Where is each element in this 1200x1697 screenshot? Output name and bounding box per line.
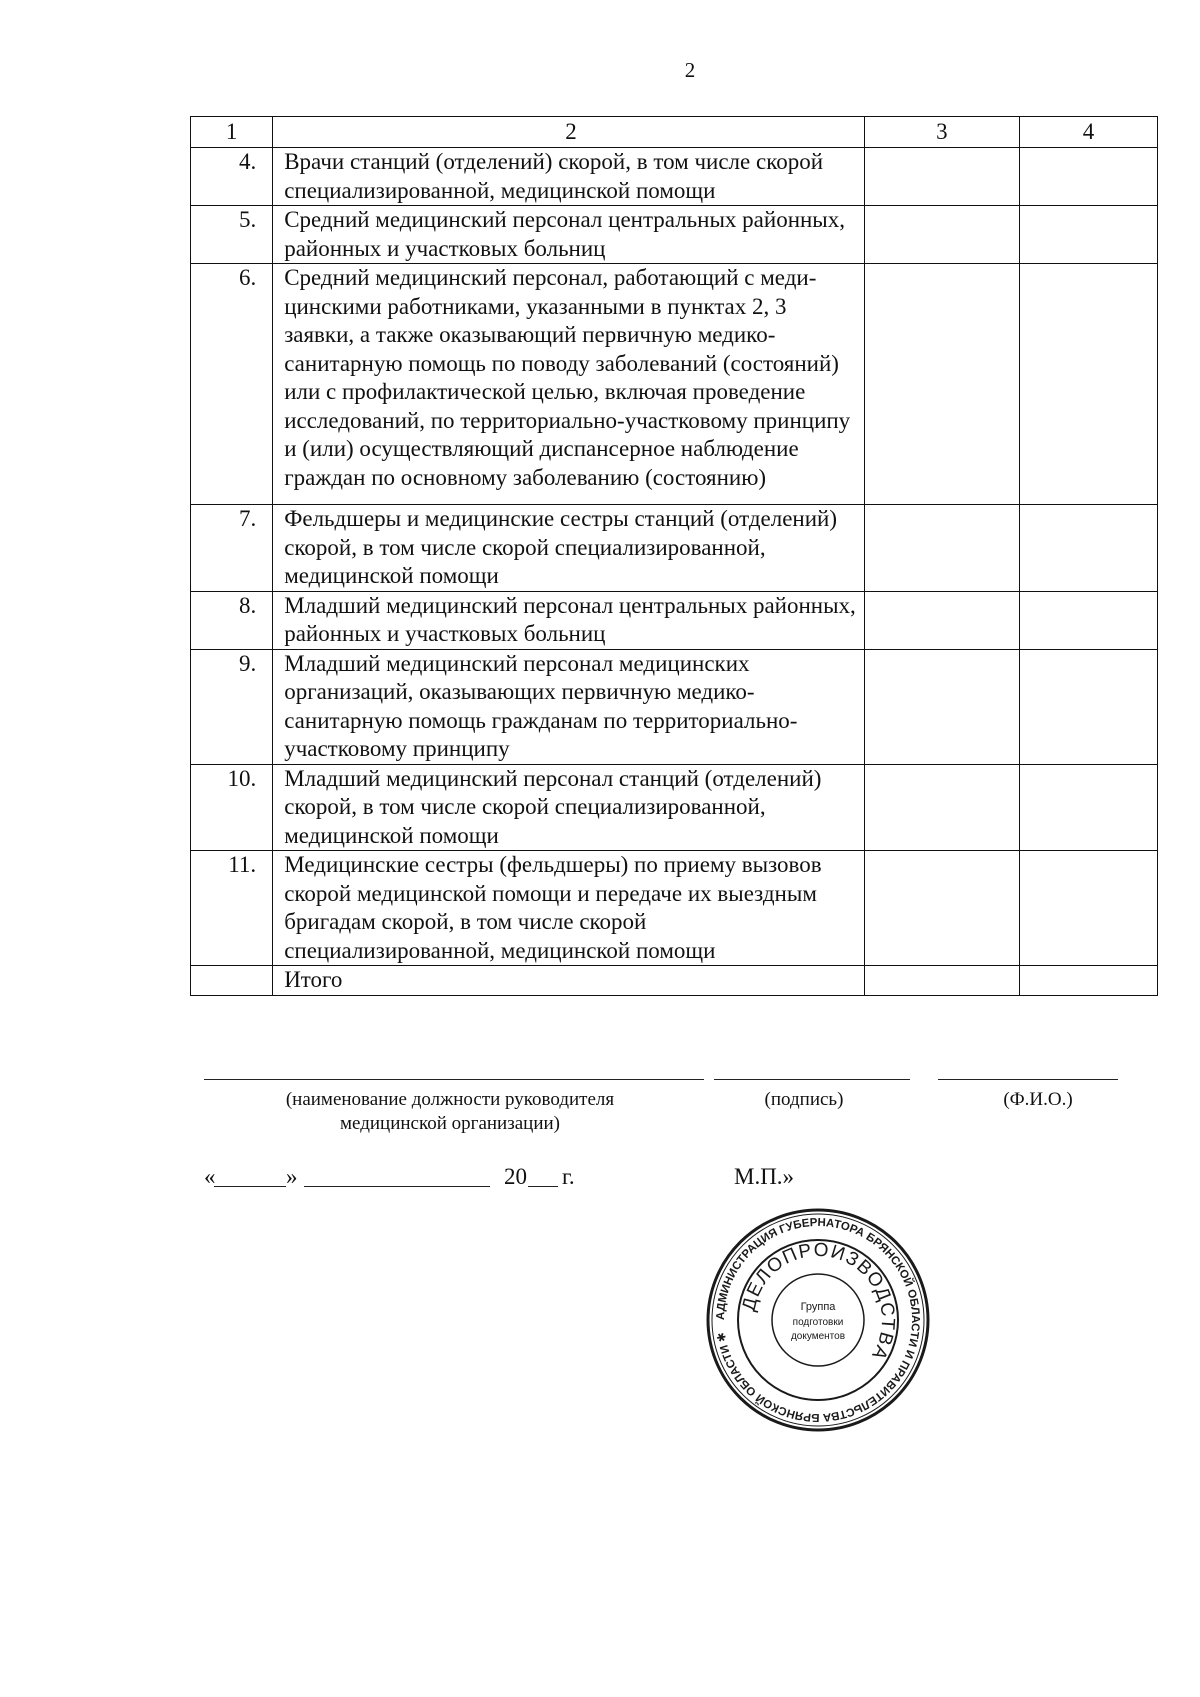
row-col-3 [864, 591, 1019, 649]
row-col-4 [1019, 764, 1157, 851]
year-blank [528, 1164, 558, 1193]
row-col-3 [864, 764, 1019, 851]
position-signature-line [204, 1079, 704, 1080]
row-col-3 [864, 148, 1019, 206]
row-col-3 [864, 966, 1019, 996]
stamp-outer-text-path: АДМИНИСТРАЦИЯ ГУБЕРНАТОРА БРЯНСКОЙ ОБЛАСТИ И ПРАВИТЕЛЬСТВА БРЯНСКОЙ ОБЛАСТИ ✱ [714, 1216, 922, 1424]
month-blank [304, 1164, 490, 1193]
row-description: Медицинские сестры (фельдшеры) по приему вызовов скорой медицинской помощи и передаче их выездным бригадам скорой, в том числе скорой специализированной, медицинской помощи [273, 851, 865, 966]
row-description: Средний медицинский персонал центральных районных, районных и участковых больниц [273, 206, 865, 264]
year-prefix: 20 [504, 1164, 527, 1189]
row-description: Итого [273, 966, 865, 996]
header-col-4: 4 [1019, 117, 1157, 148]
table-row [191, 851, 1158, 966]
row-col-3 [864, 851, 1019, 966]
header-col-3: 3 [864, 117, 1019, 148]
row-number: 7. [191, 505, 273, 592]
row-col-4 [1019, 591, 1157, 649]
row-number: 8. [191, 591, 273, 649]
row-number: 9. [191, 649, 273, 764]
row-col-4 [1019, 649, 1157, 764]
table-row [191, 966, 1158, 996]
year-suffix: г. [562, 1164, 575, 1189]
header-col-1: 1 [191, 117, 273, 148]
row-description: Младший медицинский персонал центральных районных, районных и участковых больниц [273, 591, 865, 649]
table-row [191, 649, 1158, 764]
page-number: 2 [684, 58, 696, 82]
row-description: Фельдшеры и медицинские сестры станций (отделений) скорой, в том числе скорой специализированной, медицинской помощи [273, 505, 865, 592]
signature-line [714, 1079, 910, 1080]
row-number: 4. [191, 148, 273, 206]
row-col-4 [1019, 148, 1157, 206]
table-header-row [191, 117, 1158, 148]
stamp-center-line-1: Группа [800, 1301, 836, 1313]
table-row [191, 591, 1158, 649]
staff-table [190, 116, 1158, 996]
table-row [191, 148, 1158, 206]
row-description: Младший медицинский персонал медицинских организаций, оказывающих первичную медико-санитарную помощь гражданам по территориально-участковому принципу [273, 649, 865, 764]
table-row [191, 264, 1158, 505]
date-open-quote: « [204, 1164, 216, 1189]
stamp-center-line-2: подготовки [792, 1317, 844, 1328]
signature-caption: (подпись) [764, 1089, 844, 1110]
row-col-4 [1019, 505, 1157, 592]
position-caption: (наименование должности руководителя медицинской организации) [285, 1089, 615, 1134]
row-col-4 [1019, 206, 1157, 264]
row-col-3 [864, 206, 1019, 264]
stamp-ring-text-path: ДЕЛОПРОИЗВОДСТВА [738, 1239, 899, 1365]
table-row [191, 764, 1158, 851]
table-row [191, 206, 1158, 264]
stamp-center-line-3: документов [790, 1331, 846, 1342]
row-col-4 [1019, 851, 1157, 966]
name-caption: (Ф.И.О.) [1003, 1089, 1073, 1110]
row-description: Врачи станций (отделений) скорой, в том числе скорой специализированной, медицинской помощи [273, 148, 865, 206]
table-row [191, 505, 1158, 592]
row-description: Младший медицинский персонал станций (отделений) скорой, в том числе скорой специализированной, медицинской помощи [273, 764, 865, 851]
row-col-3 [864, 649, 1019, 764]
date-close-quote: » [286, 1164, 298, 1189]
row-number: 5. [191, 206, 273, 264]
row-col-3 [864, 264, 1019, 505]
day-blank [214, 1164, 286, 1193]
row-col-3 [864, 505, 1019, 592]
row-number: 10. [191, 764, 273, 851]
seal-place: М.П.» [734, 1164, 795, 1189]
row-number: 11. [191, 851, 273, 966]
row-col-4 [1019, 264, 1157, 505]
row-col-4 [1019, 966, 1157, 996]
official-stamp [704, 1206, 932, 1434]
row-number [191, 966, 273, 996]
header-col-2: 2 [273, 117, 865, 148]
row-description: Средний медицинский персонал, работающий с меди-цинскими работниками, указанными в пунктах 2, 3 заявки, а также оказывающий первичную медико-санитарную помощь по поводу заболеваний (состояний) или с профилактической целью, включая проведение исследований, по территориально-участковому принципу и (или) осуществляющий диспансерное наблюдение граждан по основному заболеванию (состоянию) [273, 264, 865, 505]
name-signature-line [938, 1079, 1118, 1080]
row-number: 6. [191, 264, 273, 505]
